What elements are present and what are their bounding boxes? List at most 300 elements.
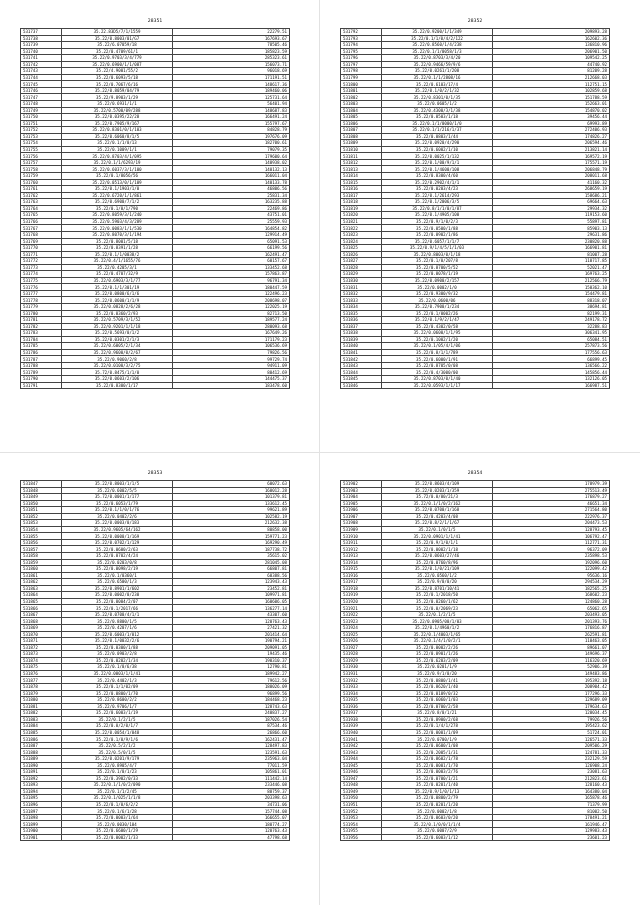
row-id-cell: 531759 [21,173,62,180]
row-id-cell: 531827 [341,258,382,265]
row-id-cell: 531816 [341,186,382,193]
row-id-cell: 531850 [21,500,62,507]
row-amount-cell: 25831.34 [173,192,290,199]
row-id-cell: 531762 [21,192,62,199]
row-amount-cell: 271564.80 [493,507,610,514]
row-reference-cell: 35.22/0.6900/1/1/087 [62,61,173,68]
row-id-cell: 531943 [341,749,382,756]
row-amount-cell: 132126.05 [493,375,610,382]
row-amount-cell: 171191.51 [173,74,290,81]
row-amount-cell: 102859.68 [493,87,610,94]
row-amount-cell: 240837.27 [173,710,290,717]
row-id-cell: 531842 [341,356,382,363]
row-reference-cell: 35.22/0.8600/2/2 [62,697,173,704]
row-amount-cell: 66899.45 [493,356,610,363]
row-amount-cell: 209893.28 [493,29,610,36]
row-amount-cell: 116320.69 [493,657,610,664]
row-amount-cell: 222976.37 [493,513,610,520]
row-amount-cell: 81209.28 [493,68,610,75]
row-amount-cell: 129689.09 [493,697,610,704]
row-id-cell: 531904 [341,494,382,501]
row-id-cell: 531792 [341,29,382,36]
row-reference-cell: 35.22/0.5700/09/288 [62,107,173,114]
row-reference-cell: 35.22/0.9/1/0/2/3 [382,218,493,225]
table-block-28352 [340,16,610,389]
row-amount-cell: 60157.67 [173,258,290,265]
row-id-cell: 531875 [21,664,62,671]
row-reference-cell: 35.22/0.1/0/6/2/2 [62,801,173,808]
row-id-cell: 531764 [21,205,62,212]
row-reference-cell: 35.22/0.0760/8/96 [382,559,493,566]
row-reference-cell: 35.22/0.0702/1/129 [62,539,173,546]
row-reference-cell: 35.22/0.1/4600/108 [382,166,493,173]
row-reference-cell: 35.22/0.0/2/0/1/7 [62,723,173,730]
row-id-cell: 531787 [21,356,62,363]
row-amount-cell: 182565.25 [493,585,610,592]
row-reference-cell: 35.22/0.5/0/1/5 [62,749,173,756]
row-id-cell: 531925 [341,631,382,638]
row-id-cell: 531877 [21,677,62,684]
row-id-cell: 531888 [21,749,62,756]
row-reference-cell: 35.22/0.1/4/1/0/2/1 [382,638,493,645]
row-reference-cell: 35.22/0.1/6/1/28 [62,808,173,815]
row-id-cell: 531917 [341,579,382,586]
row-reference-cell: 35.22/0.8059/04/79 [62,87,173,94]
row-amount-cell: 233446.08 [173,782,290,789]
table-block-28354 [340,468,610,841]
row-amount-cell: 177556.63 [493,349,610,356]
row-reference-cell: 35.22/0.0901/1/26 [382,651,493,658]
row-amount-cell: 123591.63 [173,749,290,756]
row-reference-cell: 35.22/0.1/00/9/1/1 [382,159,493,166]
row-reference-cell: 35.22/0.0083/1/1/530 [62,225,173,232]
row-reference-cell: 35.22/0.0002/1/8 [382,808,493,815]
row-reference-cell: 35.22/0.1/1/216/1/37 [382,127,493,134]
row-amount-cell: 41160.32 [493,179,610,186]
row-amount-cell: 209506.29 [493,742,610,749]
row-id-cell: 531895 [21,795,62,802]
row-amount-cell: 126571.33 [493,736,610,743]
row-amount-cell: 235898.53 [493,553,610,560]
row-id-cell: 531948 [341,782,382,789]
table-row [341,382,610,389]
row-reference-cell: 35.22/0.1/1/301/19 [62,284,173,291]
table-row [21,834,290,841]
row-id-cell: 531825 [341,245,382,252]
table-block-28351 [20,16,290,389]
row-id-cell: 531931 [341,670,382,677]
row-id-cell: 531949 [341,788,382,795]
row-reference-cell: 35.22/0.1/0360/1 [62,572,173,579]
row-id-cell: 531903 [341,487,382,494]
row-reference-cell: 35.22/0.0201/1/20 [382,801,493,808]
row-reference-cell: 35.22/0.0560/1/2 [382,572,493,579]
row-amount-cell: 110463.05 [493,638,610,645]
row-id-cell: 531854 [21,526,62,533]
row-amount-cell: 23081.63 [493,769,610,776]
row-reference-cell: 35.72/0.0003/1/64 [62,814,173,821]
row-id-cell: 531952 [341,808,382,815]
table-row [21,382,290,389]
row-amount-cell: 95636.16 [493,572,610,579]
row-id-cell: 531857 [21,546,62,553]
row-reference-cell: 35.22/0.9200/1/1/349 [382,29,493,36]
row-amount-cell: 120034.45 [493,710,610,717]
row-amount-cell: 180447.59 [173,284,290,291]
row-reference-cell: 35.22/0.6057/1/1/7 [382,238,493,245]
row-reference-cell: 35.22/0.0828/2/6/28 [62,303,173,310]
row-amount-cell: 96018.69 [173,68,290,75]
row-id-cell: 531941 [341,736,382,743]
row-reference-cell: 35.22/0.0700/1/9 [382,736,493,743]
row-reference-cell: 35.22/0.8602/1/78 [382,755,493,762]
row-amount-cell: 257873.56 [493,343,610,350]
row-amount-cell: 123943.43 [173,579,290,586]
row-amount-cell: 109971.81 [173,592,290,599]
row-id-cell: 531844 [341,369,382,376]
row-amount-cell: 185823.59 [173,48,290,55]
row-id-cell: 531933 [341,683,382,690]
row-id-cell: 531849 [21,494,62,501]
row-amount-cell: 65091.53 [173,238,290,245]
row-amount-cell: 169572.19 [493,153,610,160]
row-reference-cell: 35.22/0.0003/2/76 [382,769,493,776]
row-reference-cell: 35.22/0.0203/4/23 [382,186,493,193]
row-reference-cell: 35.22/6.07059/18 [62,42,173,49]
row-amount-cell: 77011.59 [173,762,290,769]
row-id-cell: 531862 [21,579,62,586]
row-amount-cell: 164380.04 [493,788,610,795]
row-reference-cell: 35.22/0.1/2006/3/5 [382,199,493,206]
row-amount-cell: 110717.85 [493,258,610,265]
row-reference-cell: 35.22/0.6037/3/1/100 [62,166,173,173]
row-id-cell: 531901 [21,834,62,841]
row-amount-cell: 43751.01 [173,212,290,219]
row-amount-cell: 168602.23 [493,592,610,599]
row-amount-cell: 66199.56 [173,245,290,252]
row-reference-cell: 35.22/0.3902/0/33 [62,775,173,782]
row-amount-cell: 212668.03 [493,74,610,81]
row-amount-cell: 85903.13 [493,225,610,232]
row-amount-cell: 178491.21 [493,814,610,821]
row-reference-cell: 35.22/0.1/025/1/1/8 [62,795,173,802]
row-amount-cell: 285323.61 [173,55,290,62]
row-id-cell: 531747 [21,94,62,101]
row-id-cell: 531823 [341,231,382,238]
row-amount-cell: 306341.95 [493,330,610,337]
row-reference-cell: 35.22/0.4207/1/6 [62,625,173,632]
row-amount-cell: 79926.56 [493,716,610,723]
row-id-cell: 531757 [21,159,62,166]
row-reference-cell: 35.22/0.1/1/0/1/76 [62,507,173,514]
row-id-cell: 531774 [21,271,62,278]
row-amount-cell: 294534.29 [493,579,610,586]
row-id-cell: 531937 [341,710,382,717]
row-id-cell: 531802 [341,94,382,101]
data-table [340,28,610,389]
row-amount-cell: 189942.27 [173,670,290,677]
row-reference-cell: 35.22/0.1/0/1/5 [382,526,493,533]
row-id-cell: 531741 [21,55,62,62]
row-amount-cell: 22279.51 [173,29,290,36]
row-reference-cell: 35.22/0.0603/27/46 [382,553,493,560]
row-id-cell: 531751 [21,120,62,127]
row-id-cell: 531807 [341,127,382,134]
row-id-cell: 531753 [21,133,62,140]
row-id-cell: 531824 [341,238,382,245]
row-reference-cell: 35.22/0.0078/1/19 [382,271,493,278]
row-amount-cell: 106536.69 [173,343,290,350]
row-reference-cell: 35.22/0.1/4905/100 [382,212,493,219]
row-id-cell: 531804 [341,107,382,114]
row-amount-cell: 47798.68 [173,834,290,841]
row-reference-cell: 35.22/0.1/0/0/1/1/4 [382,821,493,828]
row-amount-cell: 105861.01 [173,769,290,776]
row-id-cell: 531755 [21,146,62,153]
row-amount-cell: 94911.09 [173,362,290,369]
row-id-cell: 531817 [341,192,382,199]
row-reference-cell: 35.22/0.8/0/1/21 [382,710,493,717]
row-id-cell: 531951 [341,801,382,808]
row-amount-cell: 52906.39 [493,664,610,671]
row-reference-cell: 35.72/0.0/00/21/3 [382,494,493,501]
row-id-cell: 531760 [21,179,62,186]
row-amount-cell: 166655.07 [173,814,290,821]
row-amount-cell: 182700.61 [173,140,290,147]
row-id-cell: 531819 [341,205,382,212]
row-amount-cell: 25559.93 [173,218,290,225]
row-id-cell: 531928 [341,651,382,658]
row-reference-cell: 35.22/0.0702/4/24 [62,553,173,560]
row-id-cell: 531880 [21,697,62,704]
row-amount-cell: 69664.63 [493,199,610,206]
row-amount-cell: 27421.32 [173,625,290,632]
row-reference-cell: 35.22/0.1/2614/293 [382,192,493,199]
row-reference-cell: 35.22/0.0800/1/41 [382,677,493,684]
row-id-cell: 531769 [21,238,62,245]
row-reference-cell: 35.22/0.0301/2/1/3 [62,336,173,343]
row-id-cell: 531812 [341,159,382,166]
row-id-cell: 531799 [341,74,382,81]
row-amount-cell: 88759.37 [173,788,290,795]
row-reference-cell: 35.22/0.1/0/1/790 [62,205,173,212]
row-id-cell: 531886 [21,736,62,743]
row-amount-cell: 204473.53 [493,520,610,527]
row-reference-cell: 35.22/0.0100/3/2/75 [62,362,173,369]
row-id-cell: 531803 [341,101,382,108]
row-id-cell: 531785 [21,343,62,350]
row-amount-cell: 152663.01 [493,101,610,108]
row-id-cell: 531754 [21,140,62,147]
row-reference-cell: 35.22/0.4707/32/9 [62,271,173,278]
row-id-cell: 531940 [341,729,382,736]
row-id-cell: 531809 [341,140,382,147]
row-id-cell: 531892 [21,775,62,782]
row-reference-cell: 35.22/0.8703/4/1/095 [62,153,173,160]
row-id-cell: 531936 [341,703,382,710]
row-id-cell: 531934 [341,690,382,697]
row-amount-cell: 128793.45 [493,526,610,533]
row-reference-cell: 35.22/0.0002/1/18 [382,546,493,553]
row-id-cell: 531926 [341,638,382,645]
row-id-cell: 531905 [341,500,382,507]
row-reference-cell: 35.22/0.8701/10/41 [382,585,493,592]
row-amount-cell: 249178.72 [493,317,610,324]
row-amount-cell: 230820.88 [493,238,610,245]
row-amount-cell: 69993.89 [493,120,610,127]
row-id-cell: 531828 [341,264,382,271]
row-reference-cell: 35.22/0.0803/1/44 [382,133,493,140]
row-amount-cell: 96899.56 [173,690,290,697]
row-amount-cell: 161946.47 [493,821,610,828]
row-reference-cell: 35.22/0.1/9/2/1/47 [382,317,493,324]
row-amount-cell: 176816.87 [493,625,610,632]
row-id-cell: 531852 [21,513,62,520]
row-amount-cell: 275513.49 [493,487,610,494]
row-reference-cell: 35.22/0.6600/1/29 [62,827,173,834]
row-amount-cell: 184468.23 [173,697,290,704]
row-id-cell: 531776 [21,284,62,291]
row-amount-cell: 162602.36 [493,35,610,42]
row-id-cell: 531848 [21,487,62,494]
row-id-cell: 531829 [341,271,382,278]
row-amount-cell: 179600.64 [173,153,290,160]
row-reference-cell: 35.22/0.6903/3/1/77 [62,277,173,284]
row-amount-cell: 51724.01 [493,729,610,736]
row-reference-cell: 35.22/0.0395/22/28 [62,114,173,121]
row-id-cell: 531900 [21,827,62,834]
row-reference-cell: 35.22/0.7905/9/167 [62,120,173,127]
row-reference-cell: 35.22/0.0203/1/359 [382,487,493,494]
row-id-cell: 531780 [21,310,62,317]
row-reference-cell: 35.22/0.9201/1/1/18 [62,323,173,330]
row-reference-cell: 35.22/0.1/1/0/4/2/122 [382,35,493,42]
row-reference-cell: 35.22/0.1/1/0/2/162 [382,500,493,507]
row-amount-cell: 101379.81 [173,494,290,501]
row-amount-cell: 154870.02 [493,107,610,114]
row-reference-cell: 35.22/0.0002/1/0 [382,284,493,291]
row-amount-cell: 125731.64 [173,94,290,101]
row-id-cell: 531866 [21,605,62,612]
row-id-cell: 531890 [21,762,62,769]
row-amount-cell: 150362.10 [493,284,610,291]
row-amount-cell: 129983.43 [493,827,610,834]
row-amount-cell: 19435.46 [173,651,290,658]
row-amount-cell: 122099.42 [493,566,610,573]
row-id-cell: 531740 [21,48,62,55]
row-id-cell: 531860 [21,566,62,573]
row-amount-cell: 232129.59 [493,755,610,762]
row-amount-cell: 148687.83 [173,107,290,114]
row-reference-cell: 35.22/0.0002/2/26 [382,644,493,651]
row-reference-cell: 35.22/0.0098/2/19 [62,566,173,573]
row-amount-cell: 213821.14 [493,146,610,153]
row-id-cell: 531855 [21,533,62,540]
row-reference-cell: 35.22/0.1/0002/26 [382,310,493,317]
row-amount-cell: 195392.18 [493,677,610,684]
row-amount-cell: 203493.05 [493,611,610,618]
row-reference-cell: 35.22/0.6003/1/19 [62,710,173,717]
row-amount-cell: 280093.68 [173,323,290,330]
row-reference-cell: 35.22/0.9/0/0/20 [382,579,493,586]
row-amount-cell: 106792.47 [493,533,610,540]
row-amount-cell: 12790.81 [173,664,290,671]
row-amount-cell: 149483.86 [493,670,610,677]
row-id-cell: 531743 [21,68,62,75]
row-reference-cell: 35.22/0.6103/17/4 [382,81,493,88]
row-amount-cell: 169763.25 [493,271,610,278]
row-id-cell: 531834 [341,303,382,310]
row-id-cell: 531908 [341,520,382,527]
row-reference-cell: 35.22/0.8901/1/602 [62,585,173,592]
row-amount-cell: 46651.34 [493,500,610,507]
row-reference-cell: 35.22/0.0201/9/179 [62,755,173,762]
row-id-cell: 531912 [341,546,382,553]
row-amount-cell: 120763.43 [173,827,290,834]
row-amount-cell: 89661.07 [493,644,610,651]
row-id-cell: 531867 [21,611,62,618]
row-reference-cell: 35.22/0.0203/0/8 [62,559,173,566]
row-amount-cell: 56401.94 [173,101,290,108]
row-reference-cell: 35.22/0.1/4/1/278 [382,723,493,730]
row-amount-cell: 60388.56 [173,572,290,579]
row-reference-cell: 35.22/0.0920/4/290 [382,140,493,147]
row-id-cell: 531932 [341,677,382,684]
row-reference-cell: 35.22/0.0109/0/32 [382,690,493,697]
row-id-cell: 531782 [21,323,62,330]
row-amount-cell: 169290.49 [173,539,290,546]
table-title: 28352 [467,19,483,24]
row-reference-cell: 35.22/0.4/1/1655/76 [62,258,173,265]
row-reference-cell: 35.22/0.0903/2/8 [62,651,173,658]
table-title: 28351 [147,19,163,24]
row-reference-cell: 35.22/0.0603/2/106 [62,375,173,382]
row-reference-cell: 35.22/0.8301/0/1/35 [382,94,493,101]
row-id-cell: 531815 [341,179,382,186]
row-reference-cell: 35.22/0.7067/6/16 [62,81,173,88]
table-row [341,834,610,841]
row-id-cell: 531955 [341,827,382,834]
row-id-cell: 531921 [341,605,382,612]
row-reference-cell: 35.22/0.1/1/2/45 [62,788,173,795]
row-id-cell: 531853 [21,520,62,527]
row-amount-cell: 167649.26 [173,330,290,337]
row-reference-cell: 35.22/0.6002/5/5 [62,487,173,494]
row-amount-cell: 159771.23 [173,533,290,540]
row-reference-cell: 35.22/0.0600/2/63 [62,546,173,553]
row-id-cell: 531746 [21,87,62,94]
row-id-cell: 531887 [21,742,62,749]
row-amount-cell: 71379.99 [493,801,610,808]
row-amount-cell: 79079.35 [173,146,290,153]
row-amount-cell: 148617.36 [173,81,290,88]
row-amount-cell: 66807.81 [173,566,290,573]
row-amount-cell: 166901.81 [493,245,610,252]
row-reference-cell: 35.22/0.8/1/1/789 [382,349,493,356]
row-amount-cell: 122025.19 [173,303,290,310]
row-amount-cell: 140132.13 [173,166,290,173]
row-amount-cell: 38694.81 [493,303,610,310]
row-amount-cell: 162491.47 [173,251,290,258]
row-id-cell: 531879 [21,690,62,697]
row-reference-cell: 35.22/0.0901/1/1/41 [382,533,493,540]
row-amount-cell: 23601.23 [493,834,610,841]
row-id-cell: 531768 [21,231,62,238]
row-amount-cell: 187738.72 [173,546,290,553]
row-reference-cell: 35.22/0.1/0/9/1/6 [62,736,173,743]
row-reference-cell: 35.22/0.8391/1/28 [62,245,173,252]
row-reference-cell: 35.22/0.0002/0/230 [62,592,173,599]
